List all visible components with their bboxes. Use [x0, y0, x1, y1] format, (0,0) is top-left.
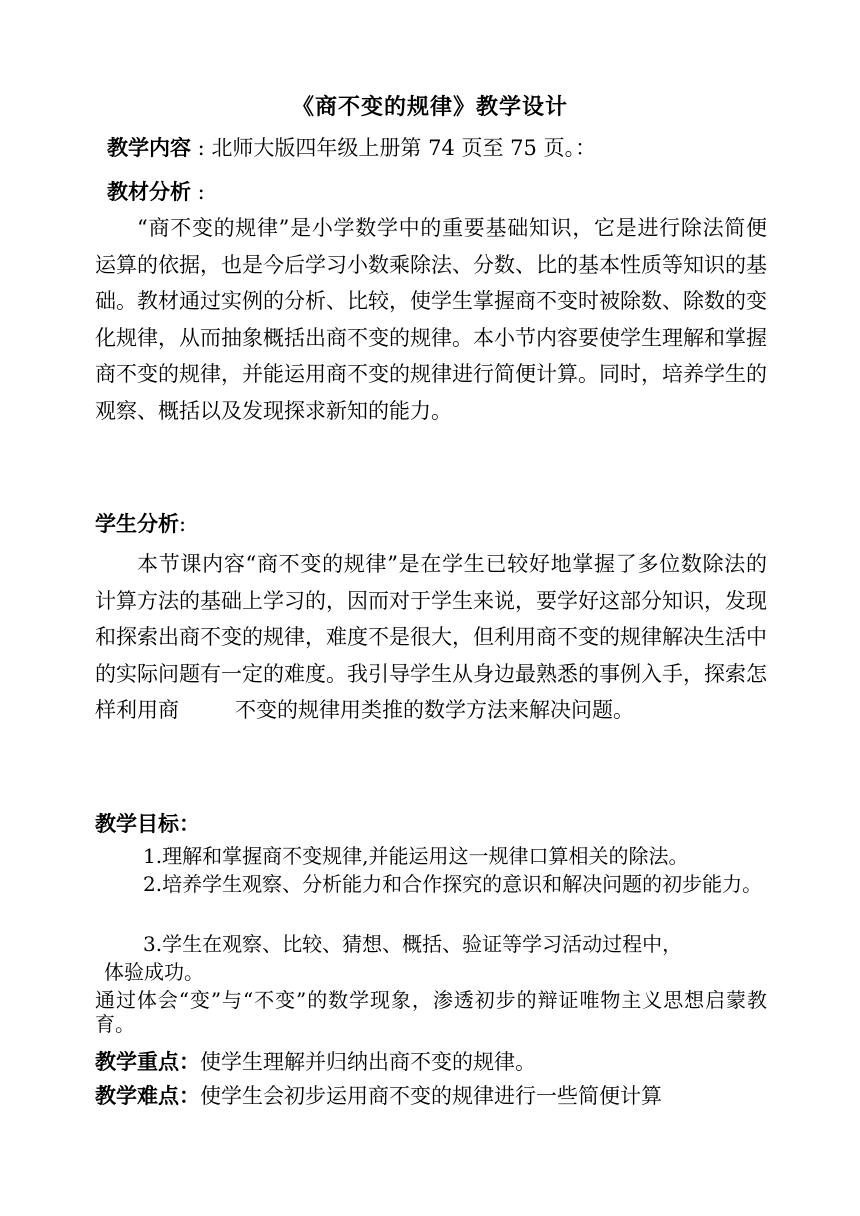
goal-2: 2.培养学生观察、分析能力和合作探究的意识和解决问题的初步能力。 — [143, 872, 763, 896]
teaching-content-label: 教学内容 — [107, 136, 191, 160]
goal-3-continued: 体验成功。 — [104, 960, 204, 984]
document-title: 《商不变的规律》教学设计 — [291, 94, 568, 120]
material-analysis-line — [107, 176, 787, 206]
difficulty-text: 使学生会初步运用商不变的规律进行一些简便计算 — [200, 1084, 662, 1108]
teaching-goals-heading: 教学目标： — [95, 812, 200, 836]
teaching-content-separator: : — [191, 136, 212, 160]
student-analysis-line — [95, 508, 775, 538]
material-analysis-paragraph: “商不变的规律”是小学数学中的重要基础知识，它是进行除法简便运算的依据，也是今后学习小数乘除法、分数、比的基本性质等知识的基础。教材通过实例的分析、比较，使学生掌握商不变时被除数、除数的变化规律，从而抽象概括出商不变的规律。本小节内容要使学生理解和掌握商不变的规律，并能运用商不变的规律进行简便计算。同时，培养学生的观察、概括以及发现探求新知的能力。 — [95, 216, 767, 423]
goal-3: 3.学生在观察、比较、猜想、概括、验证等学习活动过程中， — [143, 932, 683, 956]
student-analysis-paragraph — [95, 546, 767, 729]
teaching-content-text: 北师大版四年级上册第 74 页至 75 页。： — [211, 136, 597, 160]
material-analysis-label: 教材分析 — [107, 180, 191, 204]
student-analysis-text-part1: 本节课内容“商不变的规律”是在学生已较好地掌握了多位数除法的计算方法的基础上学习的，因而对于学生来说，要学好这部分知识，发现和探索出商不变的规律，难度不是很大，但利用商不变的规律解决生活中的实际问题有一定的难度。我引导学生从身边最熟悉的事例入手，探索怎样利用商 — [95, 552, 767, 722]
goal-4: 通过体会“变”与“不变”的数学现象，渗透初步的辩证唯物主义思想启蒙教育。 — [95, 988, 767, 1036]
material-analysis-separator: : — [191, 180, 205, 204]
teaching-content-line — [107, 132, 787, 162]
key-point-line — [95, 1046, 775, 1076]
goal-1: 1.理解和掌握商不变规律,并能运用这一规律口算相关的除法。 — [143, 844, 689, 868]
key-point-text: 使学生理解并归纳出商不变的规律。 — [200, 1050, 536, 1074]
difficulty-label: 教学难点： — [95, 1084, 200, 1108]
student-analysis-text-part2: 不变的规律用类推的数学方法来解决问题。 — [235, 698, 634, 722]
student-analysis-label: 学生分析 — [95, 512, 179, 536]
student-analysis-separator: : — [179, 512, 187, 536]
difficulty-line — [95, 1080, 775, 1110]
key-point-label: 教学重点： — [95, 1050, 200, 1074]
